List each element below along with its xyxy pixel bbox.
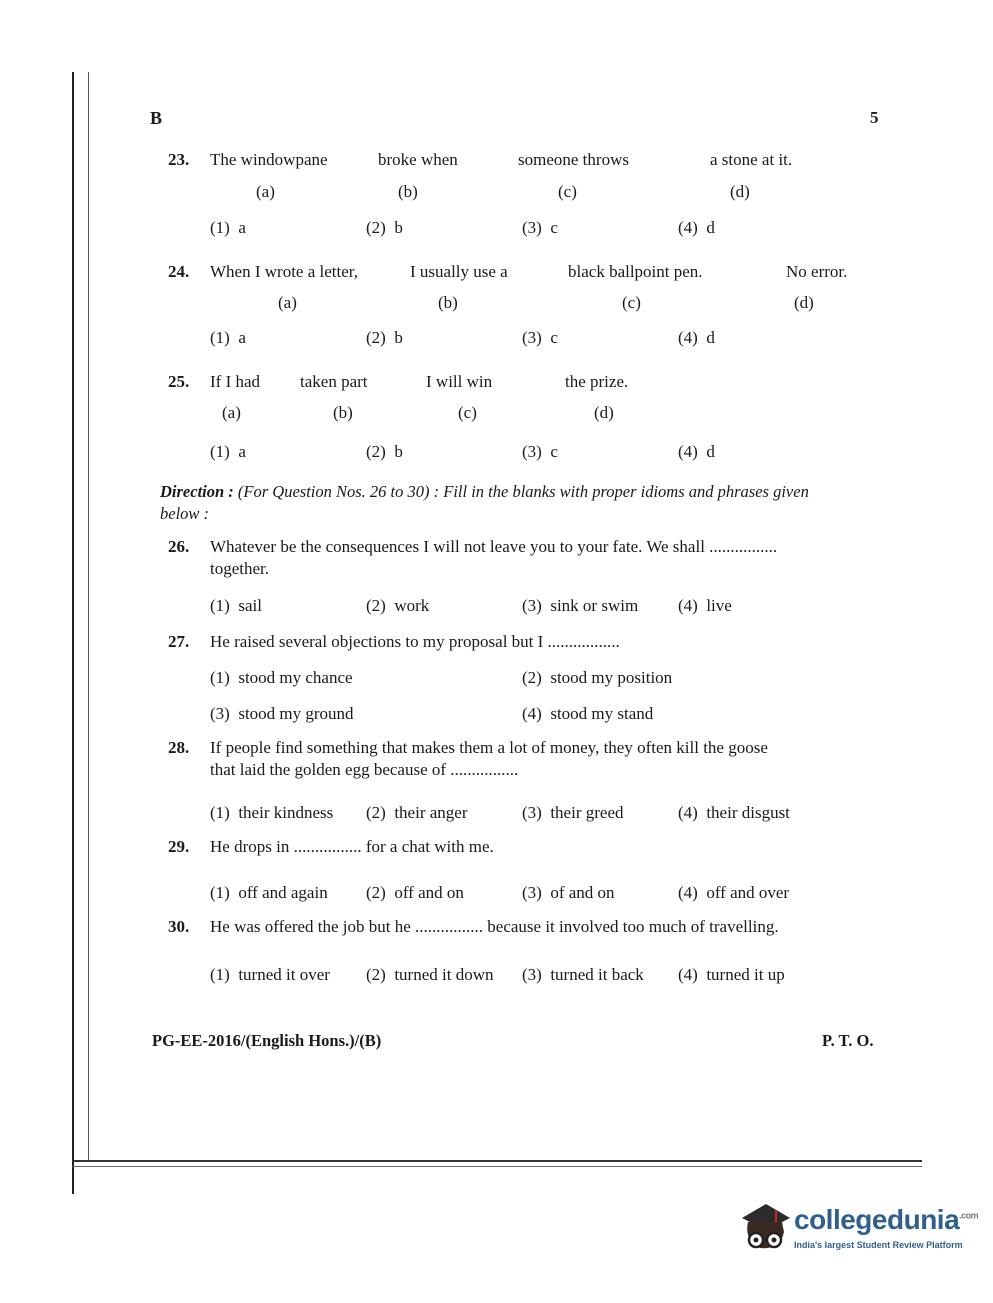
page-number: 5 [870,108,879,127]
q26-text-line-2: together. [210,559,270,578]
q30-option-4[interactable]: (4) turned it up [678,965,785,984]
q25-option-4[interactable]: (4) d [678,442,715,461]
q24-part-b: I usually use a [410,262,508,281]
left-margin-line-inner [88,72,89,1162]
q26-option-3[interactable]: (3) sink or swim [522,596,639,615]
q25-option-3[interactable]: (3) c [522,442,558,461]
q23-part-d: a stone at it. [710,150,793,169]
q23-label-a: (a) [256,182,275,201]
q27-option-3[interactable]: (3) stood my ground [210,704,354,723]
q29-option-4[interactable]: (4) off and over [678,883,790,902]
direction-line-1: Direction : (For Question Nos. 26 to 30) : Fill in the blanks with proper idioms and phrases given [160,482,809,501]
q25-label-d: (d) [594,403,614,422]
q28-option-3[interactable]: (3) their greed [522,803,624,822]
question-number-26: 26. [168,537,190,556]
q24-part-d: No error. [786,262,848,281]
question-number-23: 23. [168,150,190,169]
mascot-icon [736,1196,792,1256]
q28-text-line-1: If people find something that makes them a lot of money, they often kill the goose [210,738,768,757]
q28-option-1[interactable]: (1) their kindness [210,803,334,822]
q29-option-2[interactable]: (2) off and on [366,883,464,902]
q26-option-1[interactable]: (1) sail [210,596,262,615]
bottom-rule-thin [72,1166,922,1167]
q30-option-1[interactable]: (1) turned it over [210,965,330,984]
collegedunia-logo[interactable] [736,1196,979,1260]
q23-option-3[interactable]: (3) c [522,218,558,237]
q29-text-line-1: He drops in ................ for a chat with me. [210,837,494,856]
q27-option-1[interactable]: (1) stood my chance [210,668,353,687]
set-code: B [150,108,163,128]
q23-option-4[interactable]: (4) d [678,218,715,237]
q23-label-b: (b) [398,182,418,201]
q24-option-2[interactable]: (2) b [366,328,403,347]
q25-part-a: If I had [210,372,261,391]
q24-option-3[interactable]: (3) c [522,328,558,347]
brand-tagline: India's largest Student Review Platform [794,1240,963,1250]
q28-option-4[interactable]: (4) their disgust [678,803,790,822]
q24-part-c: black ballpoint pen. [568,262,703,281]
q27-option-2[interactable]: (2) stood my position [522,668,673,687]
q23-option-2[interactable]: (2) b [366,218,403,237]
q28-option-2[interactable]: (2) their anger [366,803,468,822]
q24-label-b: (b) [438,293,458,312]
question-number-28: 28. [168,738,190,757]
brand-name: collegedunia$^{.com}$ [794,1204,979,1235]
q24-option-1[interactable]: (1) a [210,328,246,347]
q24-label-c: (c) [622,293,641,312]
q25-label-c: (c) [458,403,477,422]
pto-label: P. T. O. [822,1031,874,1050]
q26-option-2[interactable]: (2) work [366,596,430,615]
q25-part-c: I will win [426,372,493,391]
question-number-30: 30. [168,917,190,936]
q24-part-a: When I wrote a letter, [210,262,358,281]
question-number-29: 29. [168,837,190,856]
q25-option-1[interactable]: (1) a [210,442,246,461]
direction-line-2: below : [160,504,210,523]
question-number-25: 25. [168,372,190,391]
q29-option-3[interactable]: (3) of and on [522,883,615,902]
q28-text-line-2: that laid the golden egg because of ................ [210,760,519,779]
q27-text-line-1: He raised several objections to my proposal but I ................. [210,632,620,651]
q23-option-1[interactable]: (1) a [210,218,246,237]
q30-option-2[interactable]: (2) turned it down [366,965,494,984]
question-number-27: 27. [168,632,190,651]
q29-option-1[interactable]: (1) off and again [210,883,328,902]
left-margin-line [72,72,74,1194]
q25-part-d: the prize. [565,372,629,391]
q24-option-4[interactable]: (4) d [678,328,715,347]
q25-part-b: taken part [300,372,368,391]
q25-label-a: (a) [222,403,241,422]
paper-code: PG-EE-2016/(English Hons.)/(B) [152,1031,382,1050]
bottom-rule [72,1160,922,1162]
question-number-24: 24. [168,262,190,281]
q25-option-2[interactable]: (2) b [366,442,403,461]
q30-option-3[interactable]: (3) turned it back [522,965,644,984]
q24-label-d: (d) [794,293,814,312]
q23-part-b: broke when [378,150,458,169]
q23-part-c: someone throws [518,150,629,169]
q24-label-a: (a) [278,293,297,312]
q23-label-d: (d) [730,182,750,201]
q30-text-line-1: He was offered the job but he ................ because it involved too much of travelling. [210,917,779,936]
q25-label-b: (b) [333,403,353,422]
q26-option-4[interactable]: (4) live [678,596,732,615]
q27-option-4[interactable]: (4) stood my stand [522,704,654,723]
q23-part-a: The windowpane [210,150,328,169]
q23-label-c: (c) [558,182,577,201]
q26-text-line-1: Whatever be the consequences I will not leave you to your fate. We shall ................ [210,537,778,556]
